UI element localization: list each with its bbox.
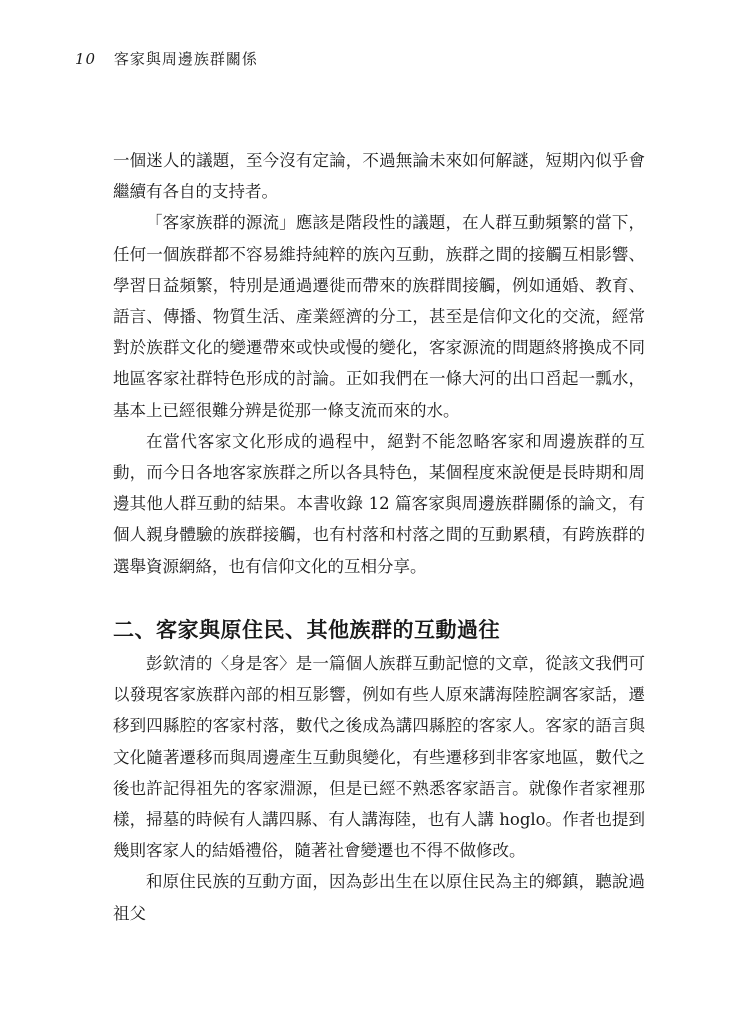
body-text-top — [113, 145, 645, 582]
paragraph: 在當代客家文化形成的過程中，絕對不能忽略客家和周邊族群的互動，而今日各地客家族群之所以各具特色，某個程度來說便是長時期和周邊其他人群互動的結果。本書收錄 12 篇客家與周邊族群關係的論文，有個人親身體驗的族群接觸，也有村落和村落之間的互動累積，有跨族群的選舉資源網絡，也有信仰文化的互相分享。 — [113, 431, 645, 576]
running-head — [75, 48, 258, 69]
paragraph: 「客家族群的源流」應該是階段性的議題，在人群互動頻繁的當下，任何一個族群都不容易維持純粹的族內互動，族群之間的接觸互相影響、學習日益頻繁，特別是通過遷徙而帶來的族群間接觸，例如通婚、教育、語言、傳播、物質生活、產業經濟的分工，甚至是信仰文化的交流，經常對於族群文化的變遷帶來或快或慢的變化，客家源流的問題終將換成不同地區客家社群特色形成的討論。正如我們在一條大河的出口舀起一瓢水，基本上已經很難分辨是從那一條支流而來的水。 — [113, 213, 645, 420]
page-number: 10 — [75, 50, 97, 68]
section-heading: 二、客家與原住民、其他族群的互動過往 — [113, 617, 500, 642]
book-title: 客家與周邊族群關係 — [113, 50, 258, 68]
paragraph: 彭欽清的〈身是客〉是一篇個人族群互動記憶的文章，從該文我們可以發現客家族群內部的相互影響，例如有些人原來講海陸腔調客家話，遷移到四縣腔的客家村落，數代之後成為講四縣腔的客家人。客家的語言與文化隨著遷移而與周邊產生互動與變化，有些遷移到非客家地區，數代之後也許記得祖先的客家淵源，但是已經不熟悉客家語言。就像作者家裡那樣，掃墓的時候有人講四縣、有人講海陸，也有人講 hoglo。作者也提到幾則客家人的結婚禮俗，隨著社會變遷也不得不做修改。 — [113, 654, 645, 861]
paragraph: 一個迷人的議題，至今沒有定論，不過無論未來如何解謎，短期內似乎會繼續有各自的支持者。 — [113, 151, 645, 202]
paragraph: 和原住民族的互動方面，因為彭出生在以原住民為主的鄉鎮，聽說過祖父 — [113, 872, 645, 923]
body-text-section — [113, 648, 645, 929]
